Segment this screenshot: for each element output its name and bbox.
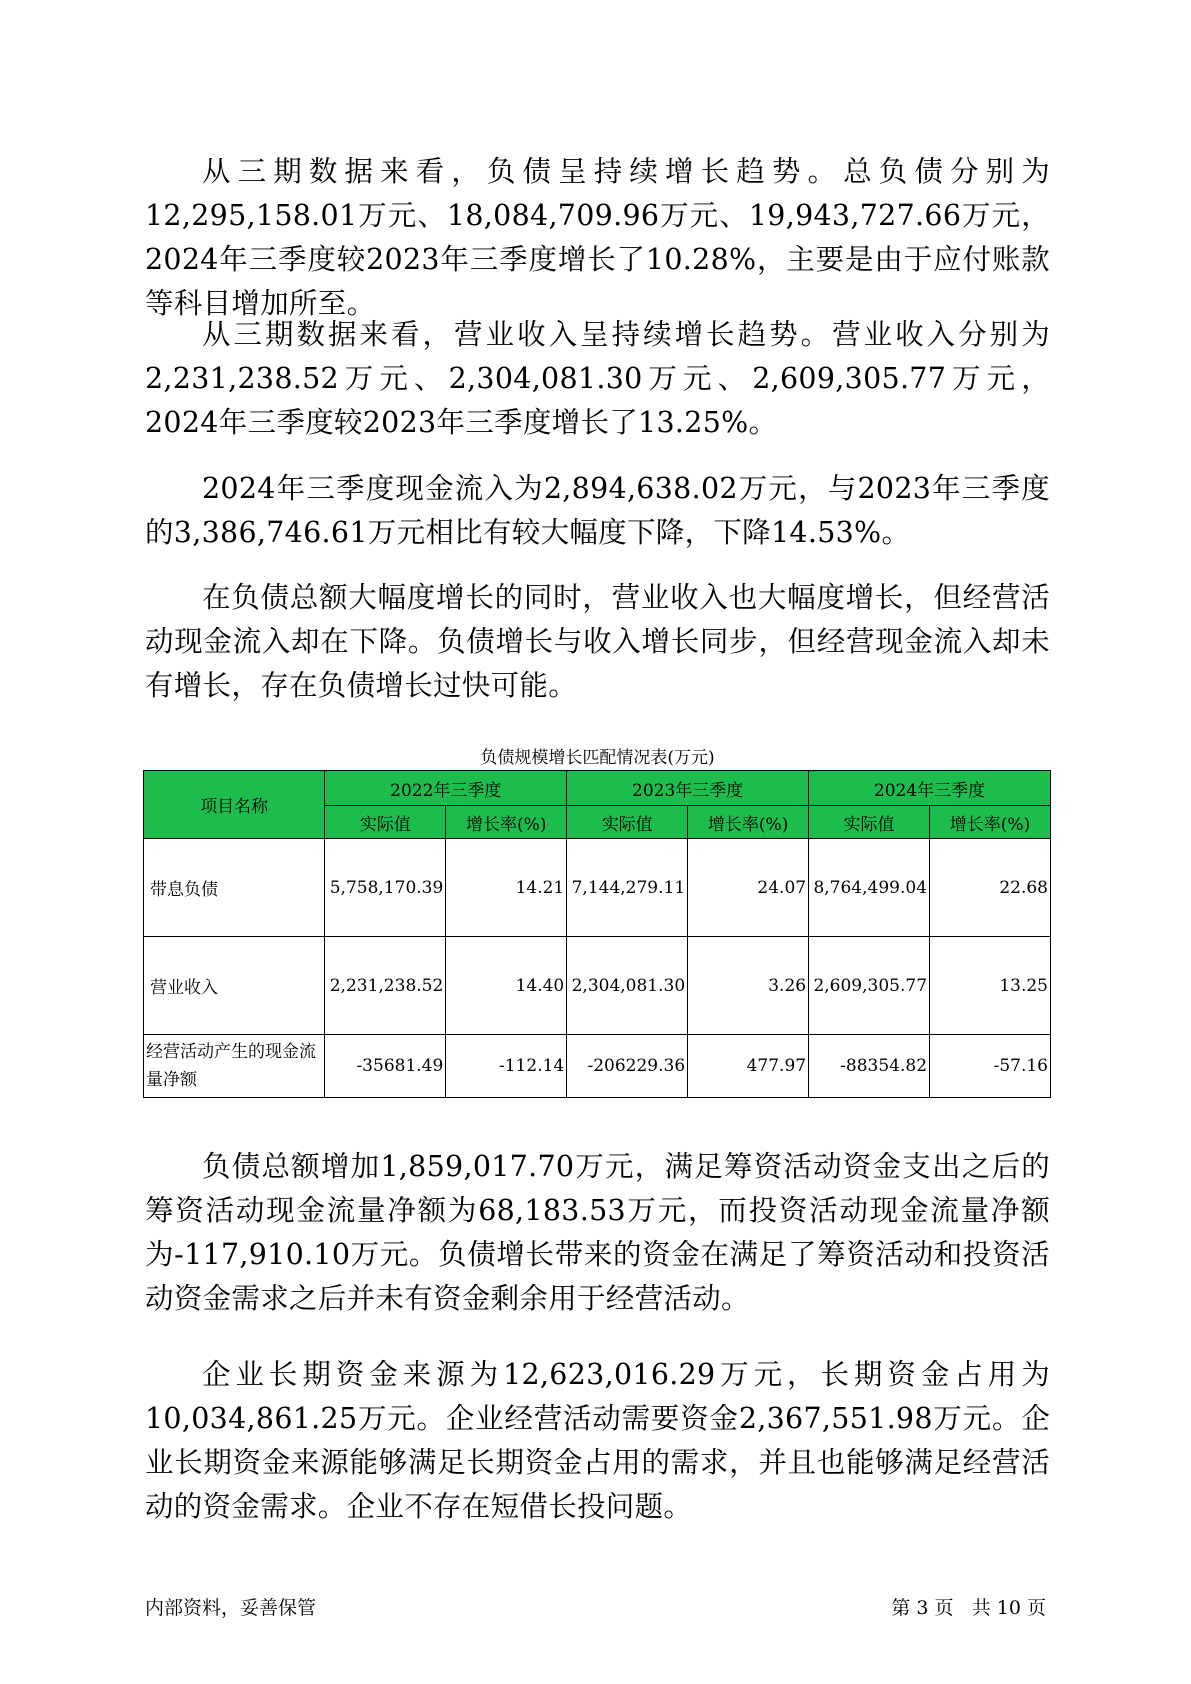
cell-actual: -206229.36 — [567, 1035, 688, 1098]
header-period-2022: 2022年三季度 — [325, 771, 567, 806]
debt-growth-table — [143, 770, 1051, 1098]
page-label-mid: 页 — [934, 1597, 954, 1619]
cell-growth: 24.07 — [688, 839, 809, 937]
cell-growth: 14.40 — [446, 937, 567, 1035]
footer-confidential-note: 内部资料，妥善保管 — [145, 1597, 317, 1619]
subheader-growth-rate: 增长率(%) — [930, 806, 1051, 839]
paragraph-cash-inflow: 2024年三季度现金流入为2,894,638.02万元，与2023年三季度的3,386,746.61万元相比有较大幅度下降，下降14.53%。 — [145, 472, 1050, 549]
footer-page-number — [891, 1593, 1046, 1620]
cell-actual: 8,764,499.04 — [809, 839, 930, 937]
row-label: 经营活动产生的现金流量净额 — [144, 1035, 325, 1098]
cell-growth: -112.14 — [446, 1035, 567, 1098]
cell-actual: 5,758,170.39 — [325, 839, 446, 937]
header-period-2023: 2023年三季度 — [567, 771, 809, 806]
page-label-pre: 第 — [891, 1597, 911, 1619]
total-pages: 10 — [996, 1597, 1021, 1619]
paragraph-debt-growth-analysis: 在负债总额大幅度增长的同时，营业收入也大幅度增长，但经营活动现金流入却在下降。负债增长与收入增长同步，但经营现金流入却未有增长，存在负债增长过快可能。 — [145, 581, 1050, 702]
page-number: 3 — [916, 1597, 929, 1619]
paragraph-revenue: 从三期数据来看，营业收入呈持续增长趋势。营业收入分别为2,231,238.52万元、2,304,081.30万元、2,609,305.77万元，2024年三季度较2023年三季度增长了13.25%。 — [145, 318, 1050, 439]
subheader-actual: 实际值 — [567, 806, 688, 839]
header-item-name: 项目名称 — [144, 771, 325, 839]
cell-growth: 3.26 — [688, 937, 809, 1035]
cell-growth: 14.21 — [446, 839, 567, 937]
table-caption: 负债规模增长匹配情况表(万元) — [480, 748, 715, 768]
cell-actual: -35681.49 — [325, 1035, 446, 1098]
cell-actual: 2,231,238.52 — [325, 937, 446, 1035]
paragraph-total-debt: 从三期数据来看，负债呈持续增长趋势。总负债分别为12,295,158.01万元、18,084,709.96万元、19,943,727.66万元，2024年三季度较2023年三季度增长了10.28%，主要是由于应付账款等科目增加所至。 — [145, 155, 1050, 320]
header-period-2024: 2024年三季度 — [809, 771, 1051, 806]
subheader-actual: 实际值 — [325, 806, 446, 839]
table-row — [144, 937, 1051, 1035]
paragraph-long-term-funding: 企业长期资金来源为12,623,016.29万元，长期资金占用为10,034,861.25万元。企业经营活动需要资金2,367,551.98万元。企业长期资金来源能够满足长期资金占用的需求，并且也能够满足经营活动的资金需求。企业不存在短借长投问题。 — [145, 1358, 1050, 1523]
total-label-pre: 共 — [971, 1597, 991, 1619]
cell-growth: 477.97 — [688, 1035, 809, 1098]
cell-actual: 7,144,279.11 — [567, 839, 688, 937]
subheader-growth-rate: 增长率(%) — [446, 806, 567, 839]
cell-actual: 2,609,305.77 — [809, 937, 930, 1035]
table-row — [144, 1035, 1051, 1098]
row-label: 带息负债 — [144, 839, 325, 937]
paragraph-financing-cashflow: 负债总额增加1,859,017.70万元，满足筹资活动资金支出之后的筹资活动现金流量净额为68,183.53万元，而投资活动现金流量净额为-117,910.10万元。负债增长带来的资金在满足了筹资活动和投资活动资金需求之后并未有资金剩余用于经营活动。 — [145, 1150, 1050, 1315]
subheader-actual: 实际值 — [809, 806, 930, 839]
table-row — [144, 839, 1051, 937]
cell-growth: 22.68 — [930, 839, 1051, 937]
cell-actual: -88354.82 — [809, 1035, 930, 1098]
subheader-growth-rate: 增长率(%) — [688, 806, 809, 839]
cell-actual: 2,304,081.30 — [567, 937, 688, 1035]
row-label: 营业收入 — [144, 937, 325, 1035]
total-label-post: 页 — [1026, 1597, 1046, 1619]
cell-growth: 13.25 — [930, 937, 1051, 1035]
cell-growth: -57.16 — [930, 1035, 1051, 1098]
